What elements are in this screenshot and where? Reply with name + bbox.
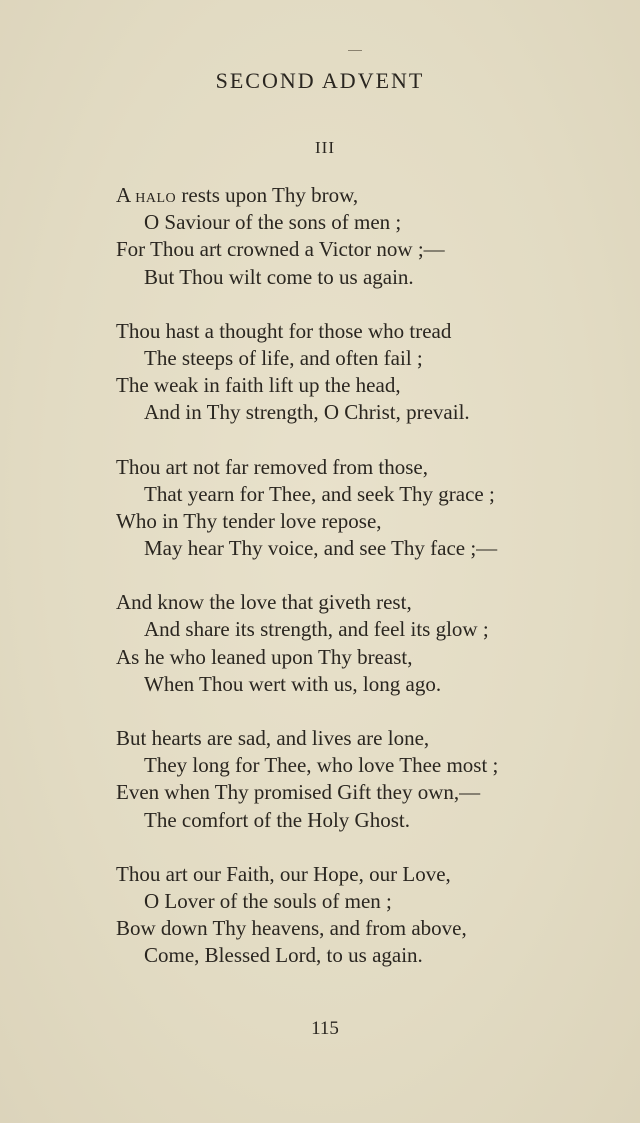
stanza-2	[116, 318, 616, 427]
poem	[116, 182, 616, 997]
poem-line: Come, Blessed Lord, to us again.	[144, 943, 423, 968]
poem-line: And share its strength, and feel its glow ;	[144, 617, 489, 642]
stanza-1	[116, 182, 616, 291]
poem-line: Thou art not far removed from those,	[116, 454, 428, 479]
first-word-smallcaps: halo	[135, 185, 177, 207]
poem-line-first	[116, 182, 616, 209]
print-mark	[348, 50, 362, 51]
poem-line: Bow down Thy heavens, and from above,	[116, 916, 467, 941]
section-numeral: III	[315, 138, 335, 157]
poem-line: For Thou art crowned a Victor now ;—	[116, 237, 445, 262]
first-line-rest: rests upon Thy brow,	[176, 183, 359, 207]
poem-line: That yearn for Thee, and seek Thy grace ;	[144, 481, 495, 506]
poem-line: Thou art our Faith, our Hope, our Love,	[116, 861, 451, 886]
poem-line: The steeps of life, and often fail ;	[144, 345, 423, 370]
poem-line: Thou hast a thought for those who tread	[116, 318, 452, 343]
poem-line: Even when Thy promised Gift they own,—	[116, 780, 481, 805]
poem-line: But Thou wilt come to us again.	[144, 264, 414, 289]
stanza-4	[116, 589, 616, 698]
page-title: SECOND ADVENT	[215, 68, 425, 93]
poem-line: O Lover of the souls of men ;	[144, 888, 392, 913]
poem-line: The comfort of the Holy Ghost.	[144, 807, 410, 832]
page-number: 115	[311, 1018, 339, 1039]
poem-line: When Thou wert with us, long ago.	[144, 671, 442, 696]
poem-line: Who in Thy tender love repose,	[116, 508, 382, 533]
poem-line: May hear Thy voice, and see Thy face ;—	[144, 536, 498, 561]
stanza-5	[116, 725, 616, 834]
poem-line: O Saviour of the sons of men ;	[144, 210, 402, 235]
stanza-6	[116, 861, 616, 970]
first-word-a: A	[116, 183, 136, 207]
poem-line: As he who leaned upon Thy breast,	[116, 644, 413, 669]
poem-line: But hearts are sad, and lives are lone,	[116, 726, 430, 750]
poem-line: And know the love that giveth rest,	[116, 590, 412, 615]
poem-line: And in Thy strength, O Christ, prevail.	[144, 400, 470, 425]
poem-line: The weak in faith lift up the head,	[116, 373, 401, 398]
poem-line: They long for Thee, who love Thee most ;	[144, 753, 499, 778]
stanza-3	[116, 454, 616, 563]
